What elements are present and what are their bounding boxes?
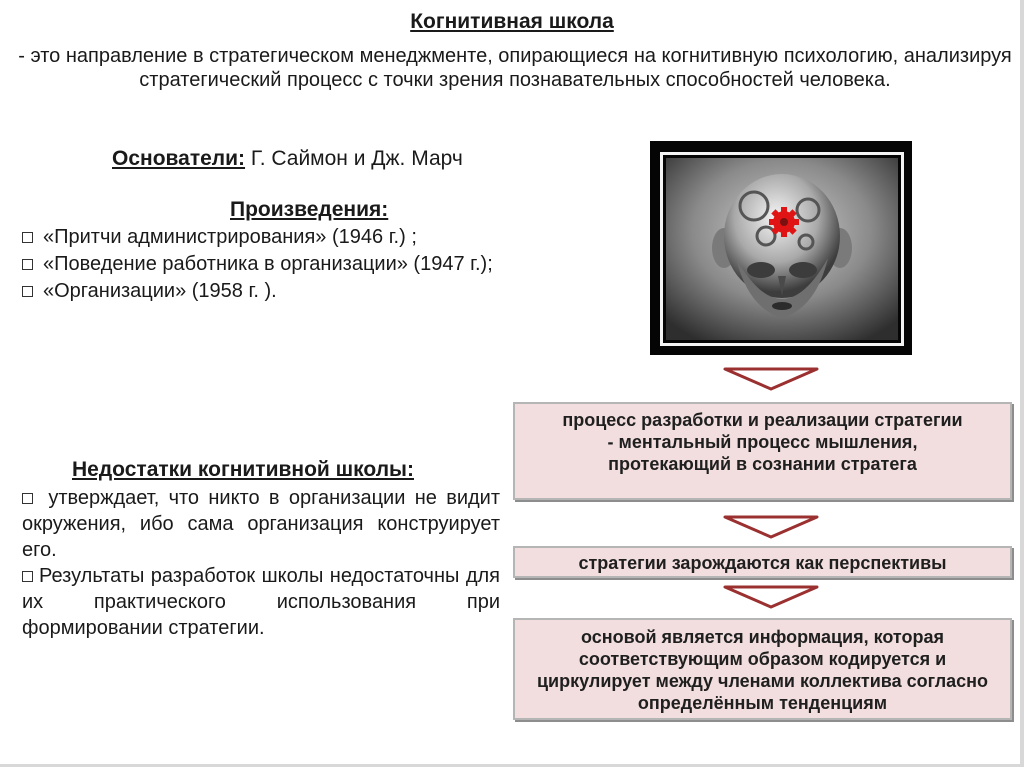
flow-box-text: основой является информация, которая соответствующим образом кодируется и циркулирует между членами коллектива согласно определённым тенденциям	[536, 627, 989, 713]
founders-line	[112, 147, 463, 171]
founders-label: Основатели:	[112, 147, 246, 170]
cons-title: Недостатки когнитивной школы:	[72, 458, 414, 481]
cons-item	[22, 563, 500, 641]
down-arrow-icon	[722, 584, 820, 610]
works-item	[22, 251, 493, 278]
flow-box-text: стратегии зарождаются как перспективы	[578, 553, 947, 573]
right-edge	[1020, 0, 1024, 767]
square-bullet-icon	[22, 571, 33, 582]
flow-box-perspectives	[513, 546, 1012, 578]
definition-text: - это направление в стратегическом менеджменте, опирающиеся на когнитивную психологию, анализируя стратегический процесс с точки зрения познавательных способностей человека.	[18, 45, 1012, 91]
works-item	[22, 278, 493, 305]
cons-item-text: Результаты разработок школы недостаточны для их практического использования при формировании стратегии.	[22, 565, 500, 639]
works-item-text: «Организации» (1958 г. ).	[43, 280, 277, 302]
works-item	[22, 224, 493, 251]
image-border	[660, 152, 904, 346]
flow-box-text: процесс разработки и реализации стратегии - ментальный процесс мышления, протекающий в сознании стратега	[562, 410, 963, 474]
square-bullet-icon	[22, 286, 33, 297]
works-title: Произведения:	[230, 198, 389, 221]
works-item-text: «Поведение работника в организации» (1947 г.);	[43, 253, 493, 275]
square-bullet-icon	[22, 493, 33, 504]
cons-list	[22, 485, 500, 641]
flow-box-information	[513, 618, 1012, 720]
slide-title: Когнитивная школа	[410, 10, 614, 33]
works-list	[22, 224, 493, 305]
head-gears-icon	[666, 158, 898, 340]
works-item-text: «Притчи администрирования» (1946 г.) ;	[43, 226, 417, 248]
cons-item	[22, 485, 500, 563]
flow-box-process	[513, 402, 1012, 500]
head-image-frame	[650, 141, 912, 355]
down-arrow-icon	[722, 514, 820, 540]
cons-item-text: утверждает, что никто в организации не видит окружения, ибо сама организация конструирует его.	[22, 487, 500, 561]
founders-names: Г. Саймон и Дж. Марч	[250, 147, 463, 170]
square-bullet-icon	[22, 259, 33, 270]
square-bullet-icon	[22, 232, 33, 243]
down-arrow-icon	[722, 366, 820, 392]
